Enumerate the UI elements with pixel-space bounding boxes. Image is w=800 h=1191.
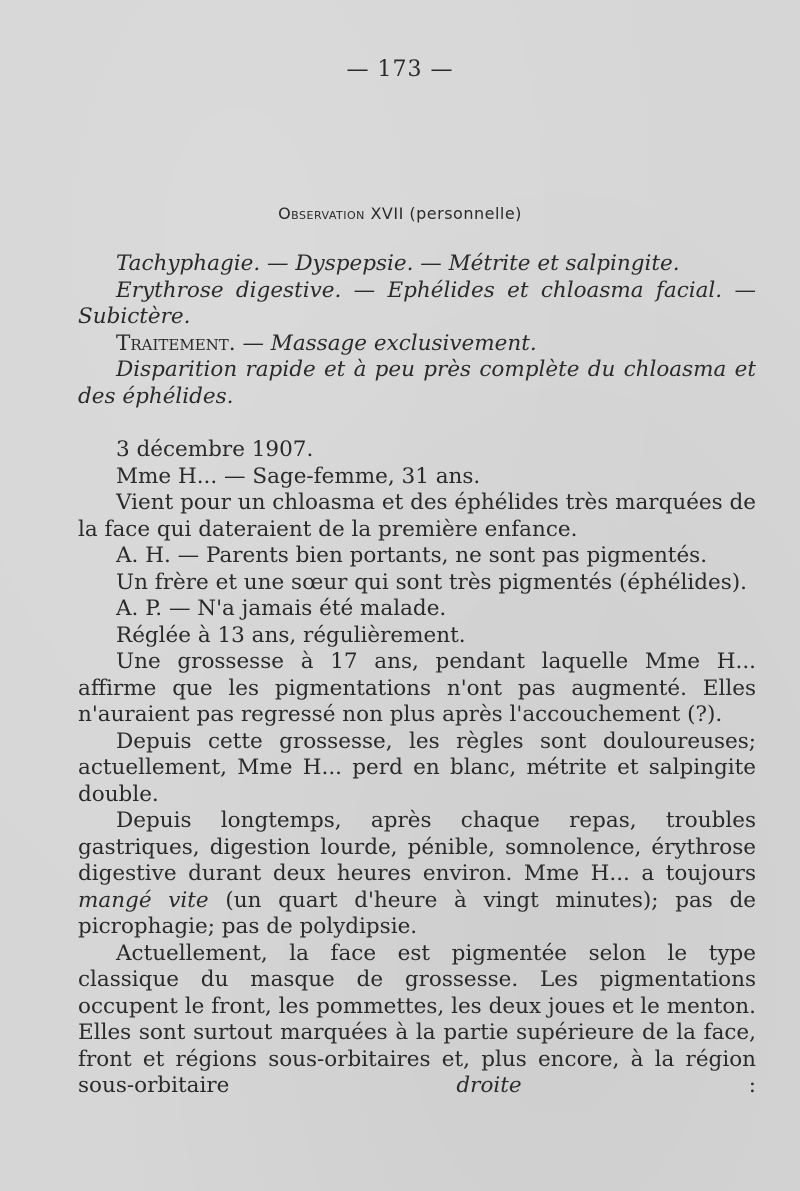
paragraph-9-text-a: Actuellement, la face est pigmentée selon le type classique du masque de grossesse. Les pigmentations occupent le front, les pommettes, les deux joues et le menton. Elles sont surtout marquées à la partie supérieure de la face, front et régions sous-orbitaires et, plus encore, à la région sous-orbitaire <box>78 940 756 1098</box>
summary-line-2: Erythrose digestive. — Ephélides et chloasma facial. — Subictère. <box>78 277 756 329</box>
observation-qualifier: (personnelle) <box>409 204 522 223</box>
paragraph-9 <box>78 941 756 1100</box>
observation-number: XVII <box>370 204 404 223</box>
treatment-label: Traitement. <box>116 330 236 356</box>
observation-heading <box>0 204 800 223</box>
treatment-text: — Massage exclusivement. <box>242 330 537 356</box>
paragraph-6: Une grossesse à 17 ans, pendant laquelle Mme H... affirme que les pigmentations n'ont pas augmenté. Elles n'auraient pas regressé non plus après l'accouchement (?). <box>78 649 756 727</box>
observation-label: Observation <box>278 204 365 223</box>
paragraph-9-text-b: : <box>748 1073 756 1098</box>
paragraph-8-text-b: (un quart d'heure à vingt minutes); pas de picrophagie; pas de polydipsie. <box>78 887 756 939</box>
case-body <box>78 437 756 1100</box>
paragraph-7: Depuis cette grossesse, les règles sont douloureuses; actuellement, Mme H... perd en blanc, métrite et salpingite double. <box>78 728 756 807</box>
case-date: 3 décembre 1907. <box>116 437 314 462</box>
case-patient: Mme H... — Sage-femme, 31 ans. <box>116 463 481 489</box>
paragraph-2: A. H. — Parents bien portants, ne sont pas pigmentés. <box>116 543 708 568</box>
paragraph-1: Vient pour un chloasma et des éphélides très marquées de la face qui dateraient de la première enfance. <box>78 490 756 542</box>
paragraph-5: Réglée à 13 ans, régulièrement. <box>116 622 466 648</box>
paragraph-8 <box>78 808 756 941</box>
paragraph-8-emphasis: mangé vite <box>78 887 209 913</box>
treatment-line <box>78 331 756 358</box>
paragraph-9-emphasis: droite <box>456 1073 522 1098</box>
paragraph-4: A. P. — N'a jamais été malade. <box>116 596 447 621</box>
summary-result: Disparition rapide et à peu près complète du chloasma et des éphélides. <box>78 357 756 409</box>
paragraph-8-text-a: Depuis longtemps, après chaque repas, troubles gastriques, digestion lourde, pénible, somnolence, érythrose digestive durant deux heures environ. Mme H... a toujours <box>78 808 756 886</box>
summary-line-1: Tachyphagie. — Dyspepsie. — Métrite et salpingite. <box>116 251 680 276</box>
paragraph-3: Un frère et une sœur qui sont très pigmentés (éphélides). <box>116 569 747 595</box>
page-number: — 173 — <box>346 57 454 82</box>
summary-block <box>78 251 756 410</box>
